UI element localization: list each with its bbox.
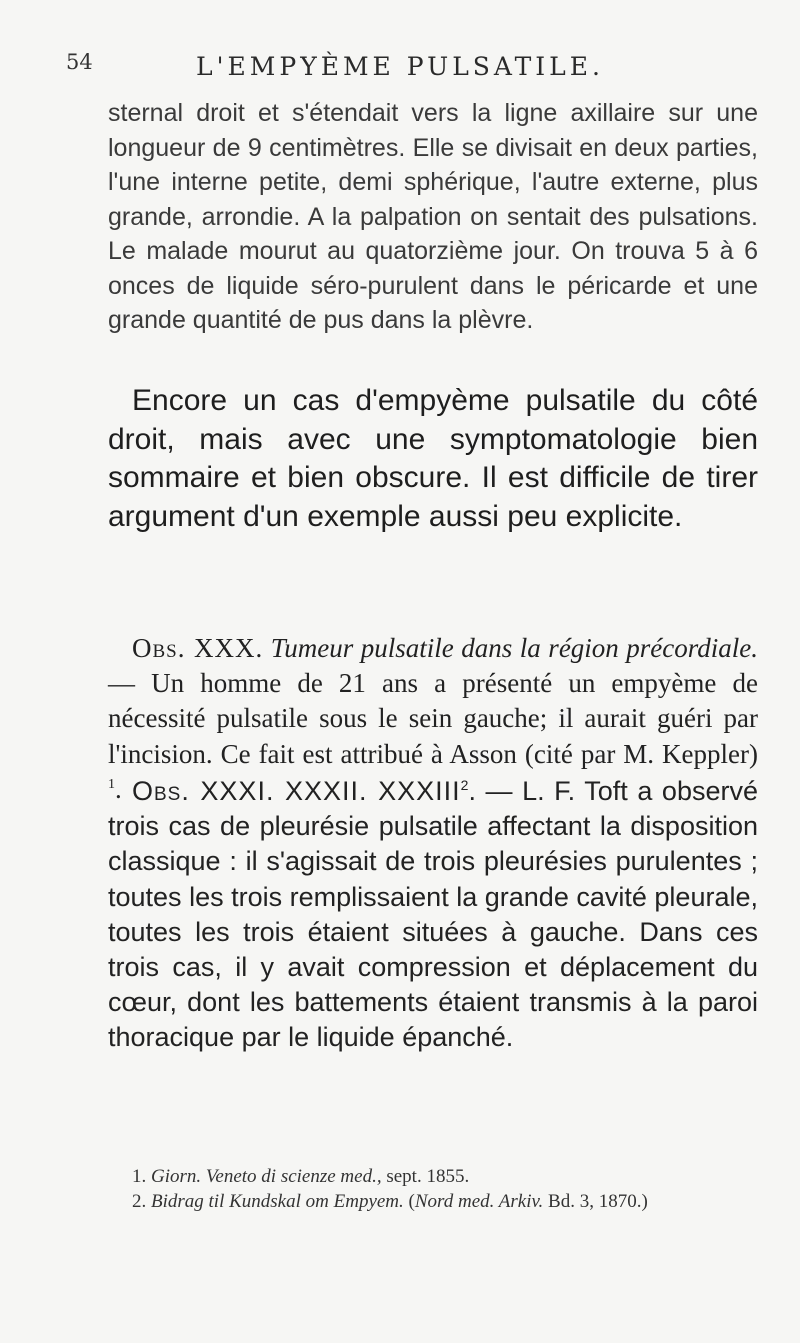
footnote-ref-1[interactable]: 1 (108, 776, 115, 792)
running-title: L'EMPYÈME PULSATILE. (196, 52, 604, 81)
obs-end: . (115, 773, 122, 804)
paragraph-continuation: sternal droit et s'étendait vers la ligne axillaire sur une longueur de 9 centimètres. Elle se divisait en deux parties, l'une interne petite, demi sphérique, l'autre externe, plus grande, arrondie. A la palpation on sentait des pulsations. Le malade mourut au quatorzième jour. On trouva 5 à 6 onces de liquide séro-purulent dans le péricarde et une grande quantité de pus dans la plèvre. (108, 99, 758, 334)
footnote-number: 2. (132, 1191, 147, 1212)
commentary-text: Encore un cas d'empyème pulsatile du côté droit, mais avec une symptomatologie bien sommaire et bien obscure. Il est difficile de tirer argument d'un exemple aussi peu explicite. (108, 384, 758, 534)
paragraph-commentary (108, 382, 758, 537)
obs-text: — Un homme de 21 ans a présenté un empyème de nécessité pulsatile sous le sein gauche; il aurait guéri par l'incision. Ce fait est attribué à Asson (cité par M. Keppler) (108, 668, 758, 769)
footnote-paren: ( (403, 1191, 415, 1212)
obs-text: . — L. F. Toft a observé trois cas de pleurésie pulsatile affectant la disposition classique : il s'agissait de trois pleurésies purulentes ; toutes les trois remplissaient la grande cavité pleurale, toutes les trois étaient situées à gauche. Dans ces trois cas, il y avait compression et déplacement du cœur, dont les battements étaient transmis à la paroi thoracique par le liquide épanché. (108, 776, 758, 1053)
footnote-journal: Nord med. Arkiv. (414, 1191, 544, 1212)
paragraph-obs-xxxi (108, 774, 758, 1056)
page-number: 54 (66, 50, 93, 74)
footnote-text: Bd. 3, 1870.) (543, 1191, 648, 1212)
page-header (0, 48, 800, 88)
footnote-text: sept. 1855. (381, 1166, 470, 1187)
obs-label: Obs. XXX. (132, 633, 264, 663)
obs-title: Tumeur pulsatile dans la région précordiale. (270, 633, 759, 663)
footnote-2 (108, 1189, 758, 1214)
footnote-1 (108, 1164, 758, 1189)
footnote-source: Bidrag til Kundskal om Empyem. (151, 1191, 404, 1212)
footnote-ref-2[interactable]: 2 (460, 777, 469, 793)
footnotes (108, 1164, 758, 1214)
footnote-number: 1. (132, 1166, 147, 1187)
footnote-source: Giorn. Veneto di scienze med., (151, 1166, 382, 1187)
obs-xxxi-body (108, 774, 758, 1056)
obs-label: Obs. XXXI. XXXII. XXXIII (132, 776, 461, 806)
